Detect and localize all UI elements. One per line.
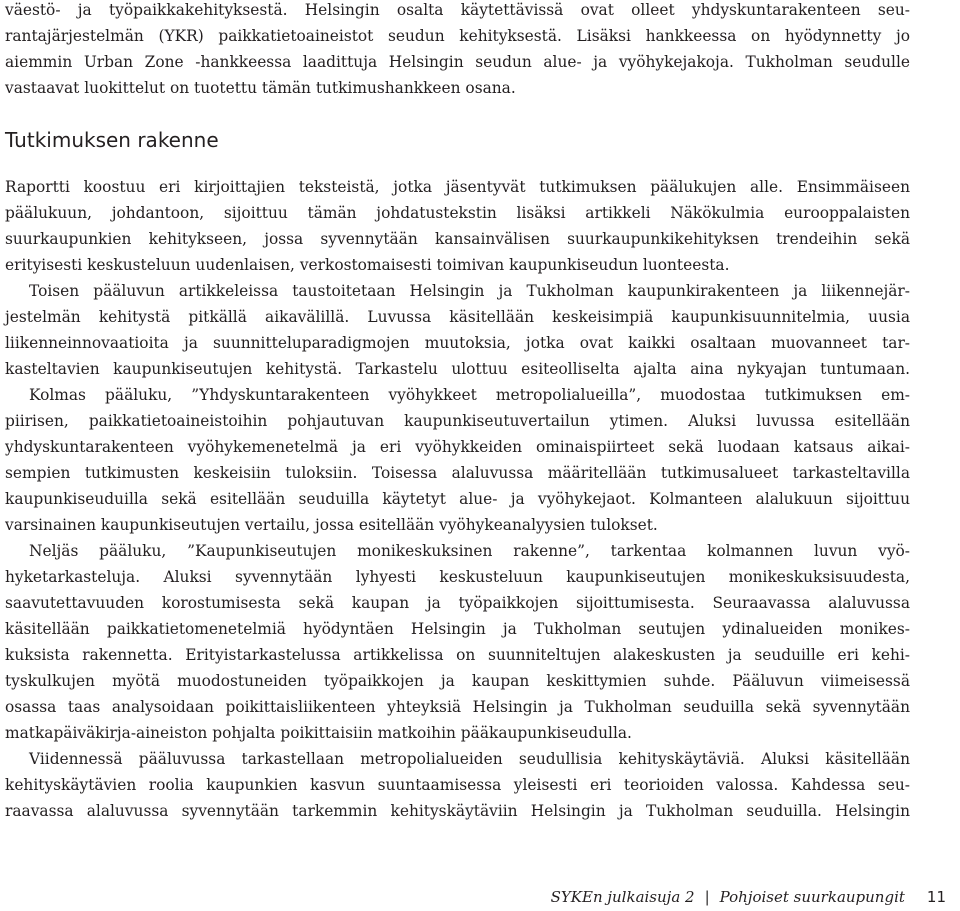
body-line: erityisesti keskusteluun uudenlaisen, verkostomaisesti toimivan kaupunkiseudun luonteesta. [5,256,730,274]
body-line: varsinainen kaupunkiseutujen vertailu, jossa esitellään vyöhykeanalyysien tulokset. [5,516,658,534]
section-heading: Tutkimuksen rakenne [5,128,219,152]
intro-line: aiemmin Urban Zone -hankkeessa laadittuja Helsingin seudun alue- ja vyöhykejakoja. Tukholman seudulle [5,53,910,71]
body-line: jestelmän kehitystä pitkällä aikavälillä. Luvussa käsitellään keskeisimpiä kaupunkisuunnitelmia, uusia [5,308,910,326]
footer-separator: | [704,888,710,906]
body-line: Toisen pääluvun artikkeleissa taustoitetaan Helsingin ja Tukholman kaupunkirakenteen ja liikennejär- [29,282,910,300]
page-number: 11 [926,888,946,906]
body-line: hyketarkasteluja. Aluksi syvennytään lyhyesti keskusteluun kaupunkiseutujen monikeskuksisuudesta, [5,568,910,586]
intro-line: väestö- ja työpaikkakehityksestä. Helsingin osalta käytettävissä ovat olleet yhdyskuntarakenteen seu- [5,1,910,19]
body-line: raavassa alaluvussa syvennytään tarkemmin kehityskäytäviin Helsingin ja Tukholman seuduilla. Helsingin [5,802,910,820]
body-line: yhdyskuntarakenteen vyöhykemenetelmä ja eri vyöhykkeiden ominaispiirteet sekä luodaan katsaus aikai- [5,438,910,456]
body-line: matkapäiväkirja-aineiston pohjalta poikittaisiin matkoihin pääkaupunkiseudulla. [5,724,632,742]
body-line: Raportti koostuu eri kirjoittajien teksteistä, jotka jäsentyvät tutkimuksen päälukujen alle. Ensimmäiseen [5,178,910,196]
body-line: piirisen, paikkatietoaineistoihin pohjautuvan kaupunkiseutuvertailun ytimen. Aluksi luvussa esitellään [5,412,910,430]
body-line: Kolmas pääluku, ”Yhdyskuntarakenteen vyöhykkeet metropolialueilla”, muodostaa tutkimuksen em- [29,386,910,404]
body-line: käsitellään paikkatietomenetelmiä hyödyntäen Helsingin ja Tukholman seutujen ydinalueiden monikes- [5,620,910,638]
intro-line: rantajärjestelmän (YKR) paikkatietoaineistot seudun kehityksestä. Lisäksi hankkeessa on hyödynnetty jo [5,27,910,45]
body-line: tyskulkujen myötä muodostuneiden työpaikkojen ja kaupan keskittymien suhde. Pääluvun viimeisessä [5,672,910,690]
body-line: Neljäs pääluku, ”Kaupunkiseutujen monikeskuksinen rakenne”, tarkentaa kolmannen luvun vyö- [29,542,910,560]
body-line: kasteltavien kaupunkiseutujen kehitystä. Tarkastelu ulottuu esiteolliselta ajalta aina nykyajan tuntumaan. [5,360,910,378]
footer-series: SYKEn julkaisuja 2 [550,888,695,906]
page-footer [551,886,946,908]
body-line: liikenneinnovaatioita ja suunnitteluparadigmojen muutoksia, jotka ovat kaikki osaltaan muovanneet tar- [5,334,910,352]
body-line: sempien tutkimusten keskeisiin tuloksiin. Toisessa alaluvussa määritellään tutkimusalueet tarkasteltavilla [5,464,910,482]
body-line: Viidennessä pääluvussa tarkastellaan metropolialueiden seudullisia kehityskäytäviä. Aluksi käsitellään [29,750,910,768]
body-line: kuksista rakennetta. Erityistarkastelussa artikkelissa on suunniteltujen alakeskusten ja seuduille eri kehi- [5,646,910,664]
body-line: suurkaupunkien kehitykseen, jossa syvennytään kansainvälisen suurkaupunkikehityksen trendeihin sekä [5,230,910,248]
body-line: saavutettavuuden korostumisesta sekä kaupan ja työpaikkojen sijoittumisesta. Seuraavassa alaluvussa [5,594,910,612]
body-line: kaupunkiseuduilla sekä esitellään seuduilla käytetyt alue- ja vyöhykejaot. Kolmanteen alalukuun sijoittuu [5,490,910,508]
body-line: kehityskäytävien roolia kaupunkien kasvun suuntaamisessa yleisesti eri teorioiden valossa. Kahdessa seu- [5,776,910,794]
body-line: päälukuun, johdantoon, sijoittuu tämän johdatustekstin lisäksi artikkeli Näkökulmia eurooppalaisten [5,204,910,222]
body-line: osassa taas analysoidaan poikittaisliikenteen yhteyksiä Helsingin ja Tukholman seuduilla sekä syvennytään [5,698,910,716]
footer-title: Pohjoiset suurkaupungit [719,888,905,906]
intro-line: vastaavat luokittelut on tuotettu tämän tutkimushankkeen osana. [5,79,516,97]
